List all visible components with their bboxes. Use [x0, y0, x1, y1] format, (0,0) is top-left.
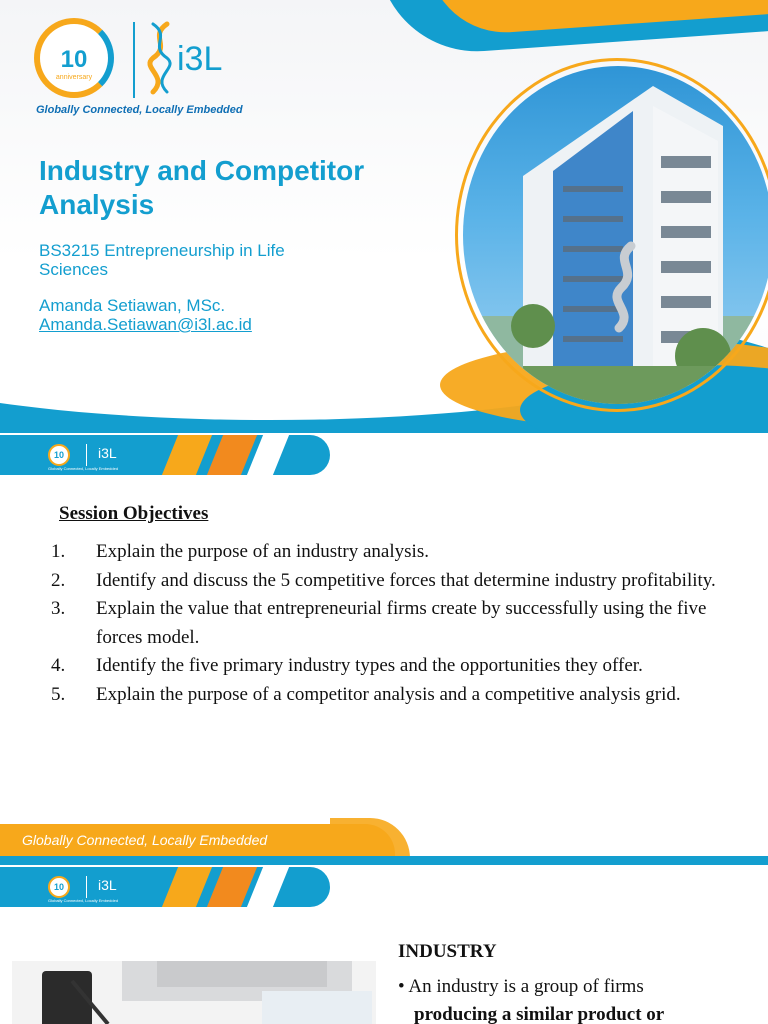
header-anniversary-logo: 10 — [48, 444, 70, 466]
course-name: BS3215 Entrepreneurship in Life Sciences — [39, 241, 285, 279]
item-text: Explain the purpose of an industry analysis. — [96, 541, 429, 562]
industry-heading: INDUSTRY — [398, 941, 497, 962]
author-email-link[interactable]: Amanda.Setiawan@i3l.ac.id — [39, 315, 252, 334]
footer-blue-line — [0, 856, 768, 865]
anniversary-logo — [34, 18, 114, 98]
building-photo — [463, 66, 768, 404]
anniversary-text: anniversary — [55, 74, 93, 81]
header-stripe-orange — [162, 867, 212, 907]
industry-slide — [0, 865, 768, 1024]
header-bar — [0, 435, 330, 475]
item-number: 1. — [51, 541, 66, 562]
header-tagline: Globally Connected, Locally Embedded — [48, 898, 119, 903]
item-text: Identify the five primary industry types and the opportunities they offer. — [96, 655, 643, 677]
list-item — [51, 567, 741, 596]
helix-icon — [145, 20, 175, 98]
tagline: Globally Connected, Locally Embedded — [36, 104, 243, 116]
header-stripe-orange — [162, 435, 212, 475]
brand-logo-text: i3L — [177, 40, 223, 78]
item-text: Identify and discuss the 5 competitive forces that determine industry profitability. — [96, 569, 716, 591]
slide-footer — [0, 818, 768, 865]
item-number: 5. — [51, 683, 66, 705]
list-item — [51, 538, 741, 567]
anniversary-number: 10 — [60, 46, 88, 73]
item-number: 4. — [51, 655, 66, 677]
objectives-heading: Session Objectives — [59, 503, 209, 524]
header-brand-logo: i3L — [98, 877, 117, 893]
logo-divider — [133, 22, 135, 98]
bullet-intro-text: An industry is a group of firms — [408, 976, 644, 997]
footer-tagline: Globally Connected, Locally Embedded — [22, 832, 268, 848]
item-text: Explain the purpose of a competitor analysis and a competitive analysis grid. — [96, 683, 681, 705]
slide-header — [0, 433, 768, 477]
desk-photo — [12, 961, 376, 1024]
header-tagline: Globally Connected, Locally Embedded — [48, 466, 119, 471]
list-item — [51, 595, 741, 652]
slide-header — [0, 865, 768, 909]
author-name: Amanda Setiawan, MSc. — [39, 296, 226, 315]
item-number: 2. — [51, 569, 66, 591]
header-bar — [0, 867, 330, 907]
header-anniversary-logo: 10 — [48, 876, 70, 898]
item-text: Explain the value that entrepreneurial firms create by successfully using the five forces model. — [96, 598, 707, 648]
objectives-list — [51, 538, 741, 710]
presentation-title: Industry and Competitor Analysis — [39, 155, 365, 220]
item-number: 3. — [51, 598, 66, 620]
bullet-bold-text: producing a similar product or — [414, 1004, 665, 1024]
industry-bullet — [398, 973, 728, 1024]
list-item — [51, 681, 741, 710]
title-slide — [0, 0, 768, 433]
bullet-marker: • — [398, 976, 405, 997]
header-brand-logo: i3L — [98, 445, 117, 461]
header-logo-divider — [86, 876, 87, 898]
objectives-slide — [0, 433, 768, 865]
header-logo-divider — [86, 444, 87, 466]
list-item — [51, 652, 741, 681]
